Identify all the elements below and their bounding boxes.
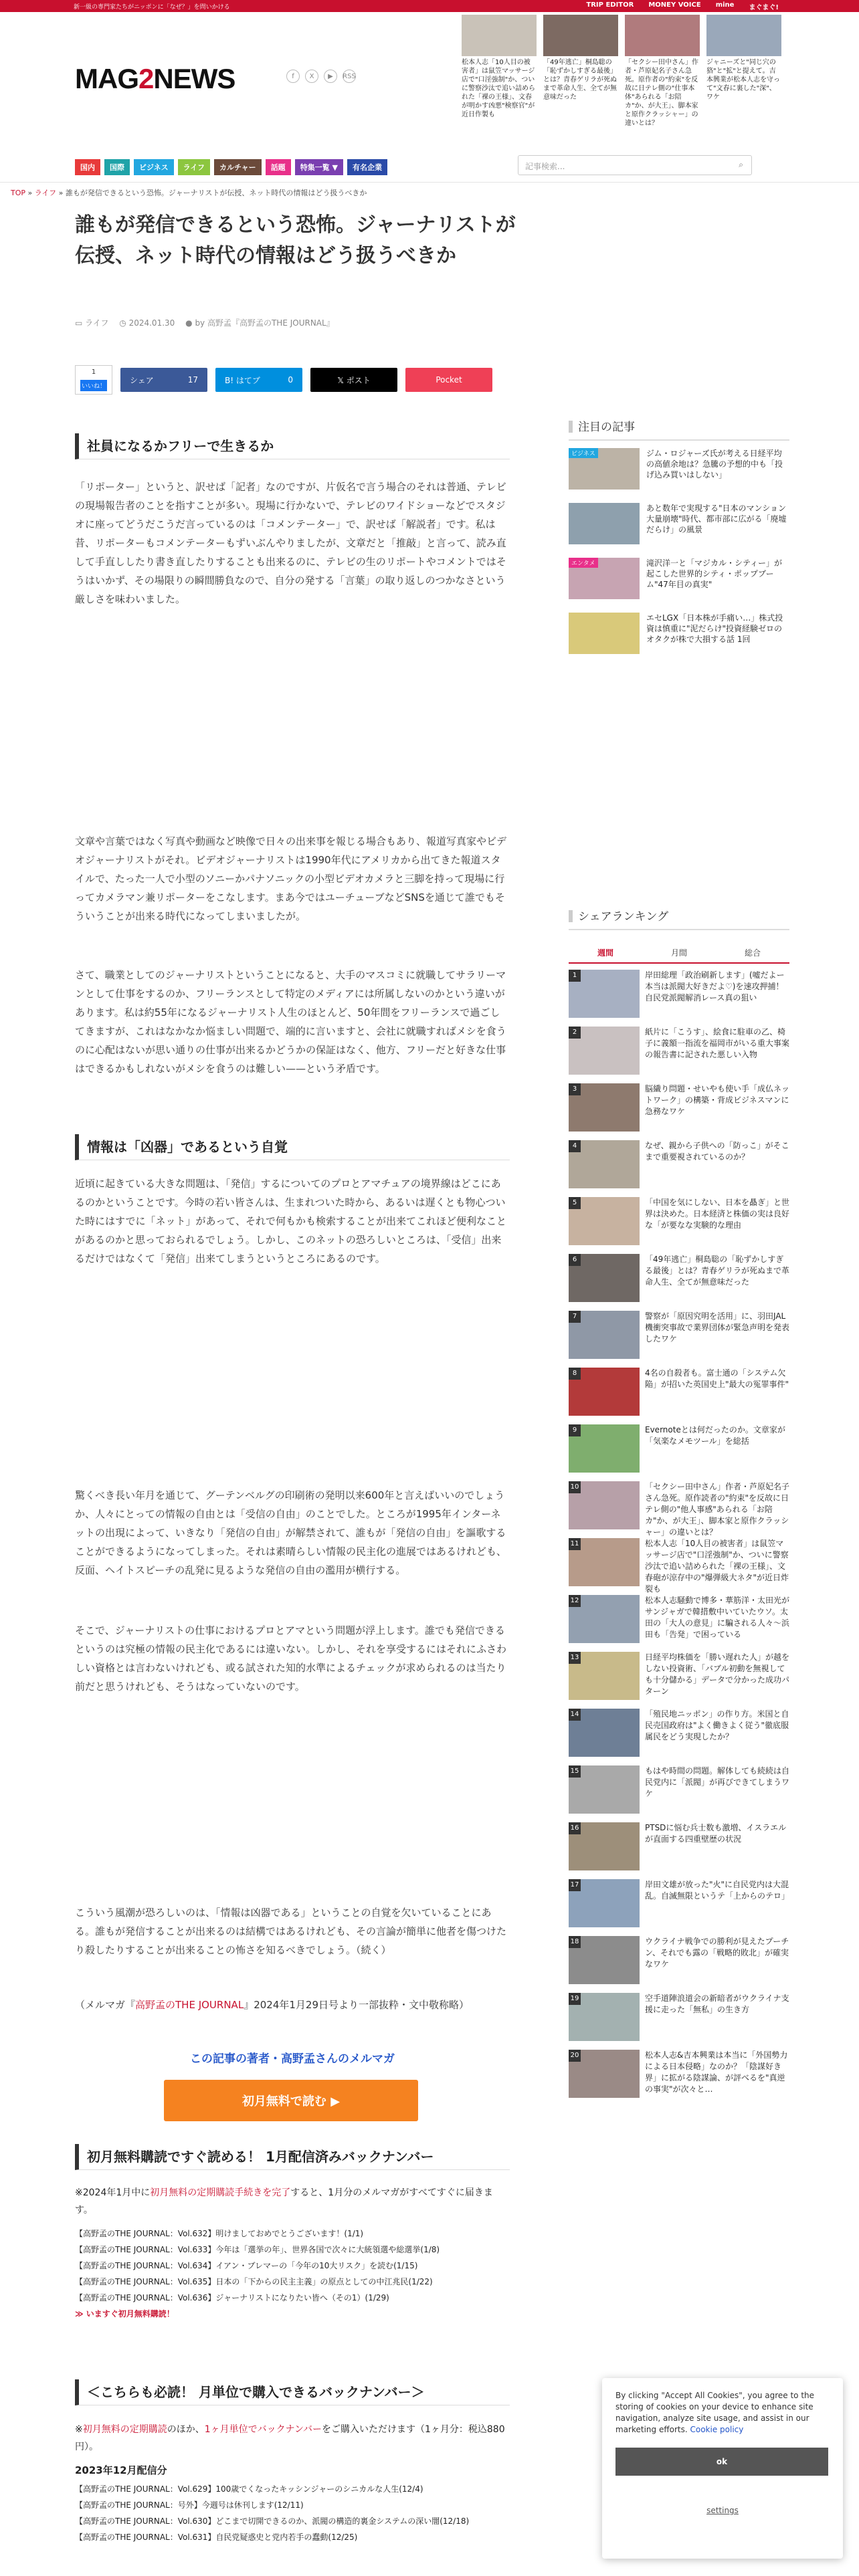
ranking-item[interactable] [569,1481,789,1538]
ranking-item[interactable] [569,1027,789,1075]
rank-number: 12 [569,1595,581,1607]
search-input[interactable]: 記事検索... ⌕ [518,155,752,175]
paragraph: 「リポーター」というと、訳せば「記者」なのですが、片仮名で言う場合のそれは普通、テレビの現場報告者のことを指すことが多い。現場に行かないで、テレビのワイドショーなどでスタジオに座ってどうだこうだ言っているのは「コメンテーター」で、訳せば「解説者」です。私は昔、リポーターもコメンテーターもずいぶんやりましたが、文章だと「推敲」と言って、読み直して手直ししたり書き直したりすることも出来るのに、テレビの生のリポートやコメントではそうはいかず、その場限りの瞬間勝負なので、自分の発する「言葉」の取り返しのつかなさという厳しさを味わいました。 [75,481,506,605]
facebook-icon[interactable]: f [286,70,300,83]
ranking-title: 「中国を気にしない、日本を贔ぎ」と世界は決めた。日本経済と株価の実は良好な「が要なな実験的な理由 [645,1198,790,1230]
nav-domestic[interactable]: 国内 [75,159,100,175]
ranking-item[interactable] [569,1993,789,2041]
article-title: 誰もが発信できるという恐怖。ジャーナリストが伝授、ネット時代の情報はどう扱うべきか [75,213,516,267]
ranking-thumbnail [569,1481,640,1529]
category-nav [75,159,387,175]
backnumber-item[interactable]: 【高野孟のTHE JOURNAL：Vol.636】ジャーナリストになりたい皆へ（その1）(1/29) [75,2293,389,2302]
ranking-title: 「殖民地ニッポン」の作り方。米国と自民売国政府は"よく働きよく従う"徹底服属民をどう実現したか？ [645,1709,789,1741]
clock-icon: ◷ [119,318,129,328]
rank-number: 1 [569,970,581,982]
rank-number: 18 [569,1936,581,1948]
ranking-thumbnail [569,1765,640,1814]
article-meta [75,317,335,328]
author-newsletter-link[interactable]: この記事の著者・高野孟さんのメルマガ [190,2052,395,2066]
ranking-thumbnail [569,1822,640,1870]
paragraph: 驚くべき長い年月を通じて、グーテンベルグの印刷術の発明以来600年と言えばいいのでしょうか、人々にとっての情報の自由とは「受信の自由」のことでした。ところが1995年インターネットの出現によって、いきなり「発信の自由」が解禁されて、誰もが「発信の自由」を謳歌することができるようになってしまった。それは素晴らしい情報の民主化の進展ではあるけれども、反面、ヘイトスピーチの乱発に見るような発信の自由の濫用が横行する。 [75,1489,507,1576]
header-news-item[interactable]: ジャニーズと"同じ穴の狢"と"拡"と提えて。吉本興業が松本人志を守って"文春に裏した"深"、ワケ [706,15,781,128]
ranking-thumbnail [569,1311,640,1359]
header-news-item[interactable]: 松本人志「10人目の被害者」は鼠笠マッサージ店で"口淫強制"か、ついに警察沙汰で追い詰められた「裸の王様」、文春が明かす凶悪"検察官"が近日作製も [462,15,537,128]
ranking-title: 日経平均株価を「勝い遅れた人」が越をしない投資術、「バブル初動を無視しても十分儲かる」データで分かった成功パターン [645,1652,790,1696]
pick-thumbnail [569,448,640,490]
header-news [462,15,781,128]
nav-culture[interactable]: カルチャー [214,159,262,175]
ranking-thumbnail [569,1709,640,1757]
pick-tag: エンタメ [569,558,598,568]
header-divider [0,182,859,183]
rank-number: 11 [569,1538,581,1550]
ranking-thumbnail [569,1652,640,1700]
ranking-title: 脳繊り問題・せいやも使い手「成仏ネットワーク」の構築・背成ビジネスマンに急務なワケ [645,1084,790,1116]
ranking-item[interactable] [569,1197,789,1245]
ranking-title: なぜ、親から子供への「防っこ」がそこまで重要視されているのか？ [645,1141,789,1162]
sidebar-ranking-title: シェアランキング [569,907,789,930]
section-heading: 初月無料購読ですぐ読める！ 1月配信済みバックナンバー [75,2144,510,2170]
backnumber-item[interactable]: 【高野孟のTHE JOURNAL：Vol.629】100歳でくなったキッシンジャーのシニカルな人生(12/4) [75,2484,423,2494]
paragraph: 近頃に起きている大きな問題は、「発信」するについてのプロとアマチュアの境界線はどこにあるのかということです。今時の若い皆さんは、生まれついた時から、あるいは遅くとも物心ついた時にはすでに「ネット」があって、それで何もかも検索することが出来てこれほど便利なことがあるのかと思っておられるでしょう。しかし、このネットの恐ろしいところは、「受信」出来るだけではなくて「発信」出来てしまうというところにあるのです。 [75,1178,507,1265]
ranking-thumbnail [569,1368,640,1416]
x-icon[interactable]: X [305,70,318,83]
facebook-share-button[interactable]: シェア 17 [120,368,207,392]
ranking-title: 松本人志「10人目の被害者」は鼠笠マッサージ店で"口淫強制"か、ついに警察沙汰で追い詰められた「裸の王様」、文春砲が涼存中の"爆弾級大ネタ"が近日炸裂も [645,1539,789,1594]
ranking-item[interactable] [569,2050,789,2098]
ranking-thumbnail [569,1538,640,1586]
paragraph: そこで、ジャーナリストの仕事におけるプロとアマという問題が浮上します。誰でも発信できるというのは究極の情報の民主化であるには違いない。しかし、それを享受するにはそれにふさわしい資格とは言わないけれども、或る試された知的水準によるチェックが求められるのは当たり前だと思うけれども、そうはなっていないのです。 [75,1624,507,1693]
social-links [286,70,356,83]
paragraph: 文章や言葉ではなく写真や動画など映像で日々の出来事を報じる場合もあり、報道写真家やビデオジャーナリストがそれ。ビデオジャーナリストは1990年代にアメリカから出てきた報道スタイルで、たった一人で小型のソニーかパナソニックの小型ビデオカメラと三脚を持って現場に行ってカメラマン兼リポーターをこなします。まあ今ではユーチューブなどSNSを通じて誰でもそういうことが出来る時代になってしまいましたが。 [75,835,507,922]
ranking-thumbnail [569,970,640,1018]
ranking-thumbnail [569,1993,640,2041]
cookie-policy-link[interactable]: Cookie policy [690,2425,744,2434]
sidebar-picks-title: 注目の記事 [569,417,789,441]
nav-business[interactable]: ビジネス [134,159,174,175]
tab-weekly[interactable]: 週間 [597,948,613,958]
rank-number: 8 [569,1368,581,1380]
tab-monthly[interactable]: 月間 [670,948,687,958]
rank-number: 7 [569,1311,581,1323]
rank-number: 17 [569,1879,581,1891]
ranking-item[interactable] [569,1936,789,1984]
pick-thumbnail [569,558,640,599]
ranking-title: 松本人志&吉本興業は本当に「外国勢力による日本侵略」なのか？「陰謀好き界」に拡がる陰謀論、が評べるを"真逆の事実"が次々と… [645,2050,788,2094]
backnumber-item[interactable]: 【高野孟のTHE JOURNAL：Vol.632】明けましておめでとうございます！(1/1) [75,2229,364,2238]
youtube-icon[interactable]: ▶ [324,70,337,83]
source-note: （メルマガ『高野孟のTHE JOURNAL』2024年1月29日号より一部抜粋・文中敬称略） [75,1999,469,2011]
newsletter-link[interactable]: 高野孟のTHE JOURNAL [135,1999,244,2011]
breadcrumb-current: 誰もが発信できるという恐怖。ジャーナリストが伝授、ネット時代の情報はどう扱うべきか [65,189,367,197]
rank-number: 14 [569,1709,581,1721]
ranking-item[interactable] [569,970,789,1018]
backnumber-list-month [75,2421,510,2545]
site-tagline: 新一級の専門家たちがニッポンに「なぜ？」を問いかける [74,4,230,11]
ranking-title: 岸田総理「政治刷新します」(嘘だよー本当は派閥大好きだよ♡)を速攻押捕！ 自民党派閥解消レース真の狙い [645,970,785,1002]
article-category[interactable]: ライフ [85,318,109,328]
nav-companies[interactable]: 有名企業 [347,159,387,175]
news-thumbnail [543,15,618,56]
backnumber-list-jan [75,2184,510,2322]
rank-number: 16 [569,1822,581,1834]
ranking-title: ウクライナ戦争での勝利が見えたプーチン、それでも露の「戦略的敗北」が確実なワケ [645,1937,789,1969]
ranking-title: 「49年逃亡」桐島聡の「恥ずかしすぎる最後」とは？青春ゲリラが死ぬまで革命人生、全てが無意味だった [645,1255,790,1287]
ranking-thumbnail [569,1254,640,1302]
folder-icon: ▭ [75,318,86,328]
backnumber-item[interactable]: 【高野孟のTHE JOURNAL：Vol.633】今年は「選挙の年」、世界各国で次々に大統領選や総選挙(1/8) [75,2245,440,2254]
article-author: by 高野孟『高野孟のTHE JOURNAL』 [195,318,335,328]
pocket-button[interactable]: Pocket [405,368,492,392]
share-bar [75,365,492,395]
ranking-item[interactable] [569,1083,789,1132]
hatena-bookmark-button[interactable]: B! はてブ 0 [215,368,302,392]
top-bar [0,0,859,12]
ranking-thumbnail [569,1595,640,1643]
ranking-thumbnail [569,1197,640,1245]
ranking-title: 警察が「原因究明を活用」に、羽田JAL機衝突事故で業界団体が緊急声明を発表したワケ [645,1311,790,1344]
pick-item[interactable]: ビジネス ジム・ロジャーズ氏が考える日経平均の高値余地は？急騰の予想的中も「投げ込み買いはしない」 [569,448,789,490]
ranking-item[interactable] [569,1424,789,1473]
ranking-thumbnail [569,1083,640,1132]
header-news-item[interactable]: 「セクシー田中さん」作者・芦原妃名子さん急死。原作者の"約束"を反故に日テレ側の"仕事本体"あられる「お陪カ"か、が大王」、脚本家と原作クラッシャー」の違いとは？ [625,15,700,128]
ranking-thumbnail [569,1140,640,1188]
nav-life[interactable]: ライフ [178,159,210,175]
network-links [586,1,779,11]
rank-number: 20 [569,2050,581,2062]
ranking-item[interactable] [569,1765,789,1814]
money-voice-link[interactable]: MONEY VOICE [648,1,701,9]
mag2-link[interactable]: まぐまぐ! [749,4,779,11]
backnumber-item[interactable]: 【高野孟のTHE JOURNAL：Vol.631】自民党疑惑史と党内若手の蠢動(12/25) [75,2533,358,2542]
monthly-backnumber-link[interactable]: 1ヶ月単位でバックナンバー [204,2424,322,2435]
nav-topics[interactable]: 話題 [266,159,291,175]
ranking-title: 「セクシー田中さん」作者・芦原妃名子さん急死。原作読者の"約束"を反故に日テレ側の"他人事感"あられる「お陪カ"か、が大王」、脚本家と原作クラッシャー」の違いとは？ [645,1482,790,1537]
section-heading: ＜こちらも必読！ 月単位で購入できるバックナンバー＞ [75,2379,510,2405]
ranking-title: 4名の自殺者も。富士通の「システム欠陥」が招いた英国史上"最大の冤罪事件" [645,1368,789,1389]
ranking-item[interactable] [569,1879,789,1927]
nav-international[interactable]: 国際 [104,159,130,175]
cookie-ok-button[interactable]: ok [615,2448,828,2476]
ranking-title: 空手道陣浪道会の新暗者がウクライナ支援に走った「無私」の生き方 [645,1994,789,2014]
paragraph: さて、職業としてのジャーナリストということになると、大手のマスコミに就職してサラリーマンとして仕事をするのか、フリーランスとして特定のメディアには所属しないのかという違いがあります。私は約55年になるジャーナリスト人生のほとんど、50年間をフリーランスで過ごしてきますが、これはなかなか悩ましい問題で、端的に言いますと、会社に就職すればメシを食うのに心配はないが思い通りの仕事が出来るかどうかの保証はなく、他方、フリーだと好きな仕事はできるかもしれないがメシを食うのは難しい——という矛盾です。 [75,969,506,1075]
ranking-item[interactable] [569,1538,789,1595]
rank-number: 6 [569,1254,581,1266]
backnumber-item[interactable]: 【高野孟のTHE JOURNAL：Vol.634】イアン・ブレマーの「今年の10大リスク」を読む(1/15) [75,2261,418,2270]
ranking-item[interactable] [569,1254,789,1302]
cookie-text: By clicking "Accept All Cookies", you agree to the storing of cookies on your device to enhance site navigation, analyze site usage, and assist in our marketing efforts. [615,2391,815,2434]
backnumber-note: ※2024年1月中に初月無料の定期購読手続きを完了すると、1月分のメルマガがすべてすぐに届きます。 [75,2187,493,2216]
month-title: 2023年12月配信分 [75,2464,167,2476]
pick-item[interactable]: エセLGX「日本株が手痛い…」株式投資は慎重に"泥だらけ"投資経験ゼロのオタクが株で大損する話 1回 [569,613,789,654]
section-heading: 社員になるかフリーで生きるか [75,433,510,459]
ranking-title: 岸田文雄が放った"火"に自民党内は大混乱。自滅無限というテ「上からのテロ」 [645,1880,790,1901]
ranking-title: もはや時間の問題。解体しても続続は自民党内に「派閥」が再びできてしまうワケ [645,1766,790,1798]
header-news-item[interactable]: 「49年逃亡」桐島聡の「恥ずかしすぎる最後」とは？青春ゲリラが死ぬまで革命人生、全てが無意味だった [543,15,618,128]
rank-number: 2 [569,1027,581,1039]
pick-tag: ビジネス [569,448,598,458]
pick-item[interactable]: あと数年で実現する"日本のマンション大量崩壊"時代、都市部に広がる「廃墟だらけ」の風景 [569,503,789,544]
news-thumbnail [706,15,781,56]
article-date: 2024.01.30 [128,318,175,328]
rank-number: 9 [569,1424,581,1436]
news-thumbnail [462,15,537,56]
rank-number: 4 [569,1140,581,1152]
ranking-title: Evernoteとは何だったのか。文章家が「気楽なメモツール」を総括 [645,1425,785,1446]
ranking-thumbnail [569,1879,640,1927]
ranking-title: PTSDに悩む兵士数も激増、イスラエルが直面する四重壁歴の状況 [645,1823,787,1844]
section-heading: 情報は「凶器」であるという自覚 [75,1134,510,1160]
mine-link[interactable]: mine [715,1,735,9]
search-icon[interactable]: ⌕ [739,160,743,169]
news-thumbnail [625,15,700,56]
ranking-thumbnail [569,2050,640,2098]
ranking-thumbnail [569,1424,640,1473]
pick-thumbnail [569,613,640,654]
rank-number: 5 [569,1197,581,1209]
backnumber-item[interactable]: 【高野孟のTHE JOURNAL：号外】今週号は休刊します(12/11) [75,2500,304,2510]
breadcrumb: TOP » ライフ » 誰もが発信できるという恐怖。ジャーナリストが伝授、ネット時代の情報はどう扱うべきか [11,189,367,197]
ranking-title: 松本人志騒動で博多・華筋洋・太田光がサンジャガで韓措敷中いていたウソ。太田の「大人の意見」に騙される人々～浜田も「告発」で困っている [645,1596,790,1639]
pick-item[interactable]: エンタメ 滝沢洋一と「マジカル・シティー」が起こした世界的シティ・ポップブーム"47年目の真実" [569,558,789,599]
ranking-item[interactable] [569,1311,789,1359]
subscribe-now-link[interactable]: ≫ いますぐ初月無料購読！ [75,2309,175,2319]
breadcrumb-top[interactable]: TOP [11,189,26,197]
free-trial-button[interactable]: 初月無料で読む ▶ [164,2080,418,2121]
cookie-banner [602,2378,843,2559]
ranking-title: 紙片に「こうす」、絵食に駐車の乙、椅子に義額一指流を福岡市がいる重大事案の報告書に記された悪しい入物 [645,1027,790,1059]
user-icon: ● [185,318,195,328]
subscribe-link[interactable]: 初月無料の定期購読手続きを完了 [150,2187,291,2198]
subscription-link[interactable]: 初月無料の定期購読 [82,2424,167,2435]
backnumber-note: ※初月無料の定期購読のほか、1ヶ月単位でバックナンバーをご購入いただけます（1ヶ月分：税込880円）。 [75,2424,505,2452]
nav-features[interactable]: 特集一覧 ▼ [295,159,343,175]
ranking-item[interactable] [569,1822,789,1870]
rss-icon[interactable]: RSS [343,70,356,83]
ranking-item[interactable] [569,1595,789,1643]
rank-number: 10 [569,1481,581,1493]
rank-number: 13 [569,1652,581,1664]
paragraph: こういう風潮が恐ろしいのは、「情報は凶器である」ということの自覚を欠いていることにある。誰もが発信することが出来るのは結構ではあるけれども、その言論が簡単に他者を傷つけたり殺したりすることが出来ることの怖さを知るべきでしょう。（続く） [75,1907,507,1956]
backnumber-item[interactable]: 【高野孟のTHE JOURNAL：Vol.630】どこまで切開できるのか、派閥の構造的裏金システムの深い闇(12/18) [75,2516,470,2526]
rank-number: 3 [569,1083,581,1095]
breadcrumb-category[interactable]: ライフ [34,189,57,197]
ranking-item[interactable] [569,1709,789,1757]
cookie-settings-link[interactable]: settings [706,2506,739,2515]
ranking-item[interactable] [569,1140,789,1188]
fb-like-box[interactable]: 1 いいね！ [75,365,112,395]
ranking-thumbnail [569,1936,640,1984]
tab-all-time[interactable]: 総合 [744,948,761,958]
trip-editor-link[interactable]: TRIP EDITOR [586,1,634,9]
ranking-thumbnail [569,1027,640,1075]
rank-number: 15 [569,1765,581,1778]
rank-number: 19 [569,1993,581,2005]
backnumber-item[interactable]: 【高野孟のTHE JOURNAL：Vol.635】日本の「下からの民主主義」の原点としての中江兆民(1/22) [75,2277,433,2286]
ranking-item[interactable] [569,1368,789,1416]
ranking-tabs [569,943,789,964]
ranking-item[interactable] [569,1652,789,1700]
site-logo[interactable]: MAG2NEWS [75,63,235,94]
pick-thumbnail [569,503,640,544]
x-post-button[interactable]: 𝕏 ポスト [310,368,397,392]
